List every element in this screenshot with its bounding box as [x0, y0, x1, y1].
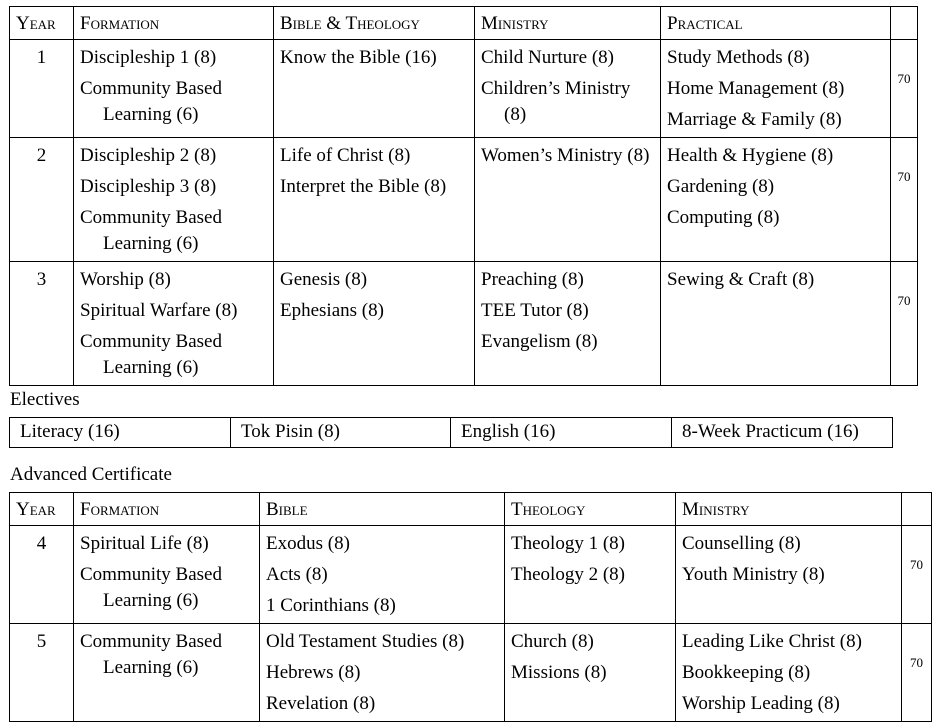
course-item: Old Testament Studies (8)	[266, 631, 465, 652]
ministry-cell	[475, 40, 661, 138]
course-item: Life of Christ (8)	[280, 145, 411, 166]
header-year: Year	[10, 7, 74, 40]
ministry-cell	[475, 138, 661, 262]
course-item: Genesis (8)	[280, 269, 368, 290]
course-item: Counselling (8)	[682, 533, 801, 554]
course-item: Computing (8)	[667, 207, 780, 228]
course-item: Theology 2 (8)	[511, 564, 625, 585]
year-cell: 3	[10, 262, 74, 386]
header-ministry: Ministry	[475, 7, 661, 40]
bible-theology-cell	[274, 40, 475, 138]
formation-cell	[74, 138, 274, 262]
table-row	[10, 138, 918, 262]
credit-total: 70	[891, 138, 918, 262]
ministry-cell	[676, 624, 902, 722]
ministry-cell	[676, 526, 902, 624]
course-item: Ephesians (8)	[280, 300, 384, 321]
course-item: Preaching (8)	[481, 269, 584, 290]
table-row	[10, 40, 918, 138]
year-cell: 1	[10, 40, 74, 138]
ministry-cell	[475, 262, 661, 386]
course-item: 1 Corinthians (8)	[266, 595, 396, 616]
course-item: Sewing & Craft (8)	[667, 269, 815, 290]
header-bible-theology: Bible & Theology	[274, 7, 475, 40]
course-item: Spiritual Life (8)	[80, 533, 209, 554]
practical-cell	[661, 262, 891, 386]
header-formation: Formation	[74, 493, 260, 526]
header-total	[891, 7, 918, 40]
course-item: Community Based Learning (6)	[80, 331, 222, 378]
bible-cell	[260, 624, 505, 722]
course-item: Community Based Learning (6)	[80, 207, 222, 254]
credit-total: 70	[891, 262, 918, 386]
course-item: Church (8)	[511, 631, 594, 652]
bible-theology-cell	[274, 138, 475, 262]
course-item: Study Methods (8)	[667, 47, 810, 68]
header-theology: Theology	[505, 493, 676, 526]
advanced-caption: Advanced Certificate	[10, 464, 172, 485]
course-item: Marriage & Family (8)	[667, 109, 842, 130]
course-item: Evangelism (8)	[481, 331, 598, 352]
electives-table	[9, 417, 893, 448]
course-item: Women’s Ministry (8)	[481, 145, 650, 166]
course-item: Youth Ministry (8)	[682, 564, 825, 585]
course-item: Spiritual Warfare (8)	[80, 300, 238, 321]
theology-cell	[505, 624, 676, 722]
credit-total: 70	[891, 40, 918, 138]
header-row	[10, 7, 918, 40]
elective-cell: 8-Week Practicum (16)	[672, 418, 893, 448]
header-ministry: Ministry	[676, 493, 902, 526]
course-item: Discipleship 3 (8)	[80, 176, 217, 197]
formation-cell	[74, 262, 274, 386]
course-item: Gardening (8)	[667, 176, 775, 197]
table-row	[10, 262, 918, 386]
course-item: Discipleship 2 (8)	[80, 145, 217, 166]
course-item: Children’s Ministry (8)	[481, 78, 631, 125]
formation-cell	[74, 526, 260, 624]
header-bible: Bible	[260, 493, 505, 526]
header-year: Year	[10, 493, 74, 526]
course-item: Worship Leading (8)	[682, 693, 840, 714]
advanced-curriculum-table	[9, 492, 932, 722]
table-row	[10, 624, 932, 722]
practical-cell	[661, 40, 891, 138]
practical-cell	[661, 138, 891, 262]
course-item: Worship (8)	[80, 269, 171, 290]
course-item: Health & Hygiene (8)	[667, 145, 834, 166]
header-total	[902, 493, 932, 526]
elective-cell: Literacy (16)	[10, 418, 231, 448]
course-item: Community Based Learning (6)	[80, 631, 222, 678]
course-item: Hebrews (8)	[266, 662, 361, 683]
course-item: Community Based Learning (6)	[80, 78, 222, 125]
formation-cell	[74, 40, 274, 138]
course-item: Know the Bible (16)	[280, 47, 437, 68]
credit-total: 70	[902, 526, 932, 624]
bible-theology-cell	[274, 262, 475, 386]
theology-cell	[505, 526, 676, 624]
year-cell: 2	[10, 138, 74, 262]
course-item: Acts (8)	[266, 564, 328, 585]
header-formation: Formation	[74, 7, 274, 40]
course-item: Home Management (8)	[667, 78, 845, 99]
electives-row	[10, 418, 893, 448]
table-row	[10, 526, 932, 624]
course-item: Community Based Learning (6)	[80, 564, 222, 611]
course-item: Missions (8)	[511, 662, 607, 683]
course-item: Child Nurture (8)	[481, 47, 614, 68]
year-cell: 4	[10, 526, 74, 624]
year-cell: 5	[10, 624, 74, 722]
elective-cell: Tok Pisin (8)	[231, 418, 451, 448]
electives-caption: Electives	[10, 389, 80, 410]
course-item: Discipleship 1 (8)	[80, 47, 217, 68]
course-item: Leading Like Christ (8)	[682, 631, 862, 652]
header-row	[10, 493, 932, 526]
header-practical: Practical	[661, 7, 891, 40]
bible-cell	[260, 526, 505, 624]
course-item: Bookkeeping (8)	[682, 662, 811, 683]
credit-total: 70	[902, 624, 932, 722]
course-item: Interpret the Bible (8)	[280, 176, 447, 197]
basic-curriculum-table	[9, 6, 918, 386]
course-item: TEE Tutor (8)	[481, 300, 589, 321]
course-item: Exodus (8)	[266, 533, 350, 554]
elective-cell: English (16)	[451, 418, 672, 448]
course-item: Revelation (8)	[266, 693, 376, 714]
course-item: Theology 1 (8)	[511, 533, 625, 554]
formation-cell	[74, 624, 260, 722]
